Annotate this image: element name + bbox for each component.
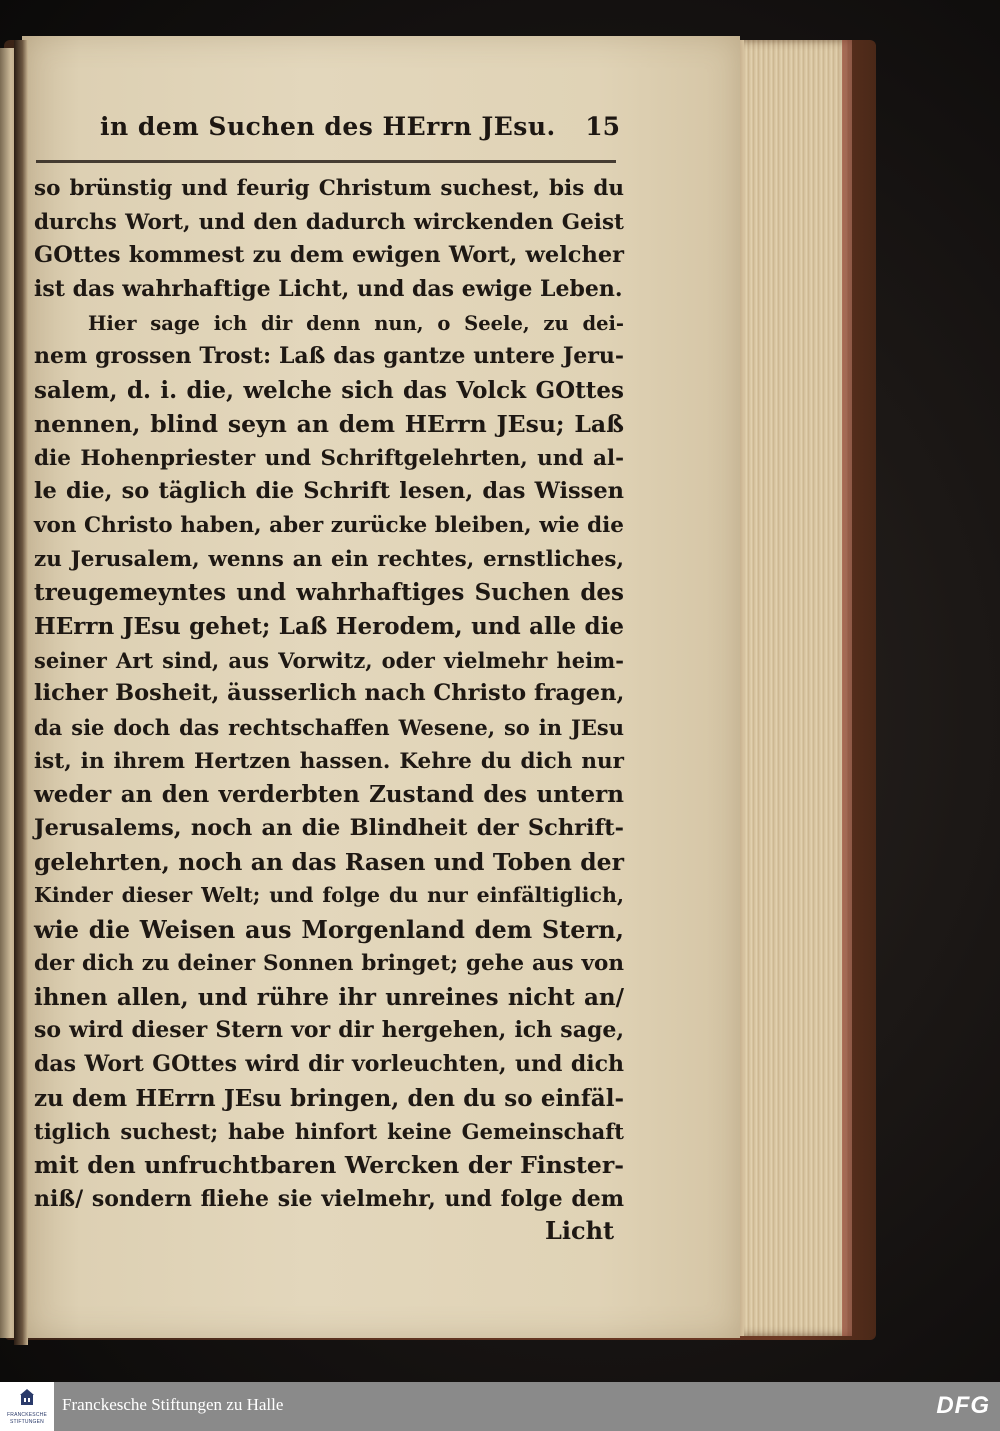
text-line: licher Bosheit, äusserlich nach Christo fragen, (34, 680, 625, 707)
text-line: le die, so täglich die Schrift lesen, das Wissen (34, 478, 624, 505)
text-line: der dich zu deiner Sonnen bringet; gehe aus von (34, 950, 624, 976)
text-line: das Wort GOttes wird dir vorleuchten, und dich (34, 1050, 624, 1077)
text-line: GOttes kommest zu dem ewigen Wort, welcher (34, 242, 624, 269)
text-line: Jerusalems, noch an die Blindheit der Schrift- (34, 815, 624, 842)
text-line: ist, in ihrem Hertzen hassen. Kehre du dich nur (34, 748, 624, 774)
logo-text-line1: FRANCKESCHE (7, 1412, 47, 1418)
text-line: seiner Art sind, aus Vorwitz, oder vielmehr heim- (34, 647, 624, 673)
text-line: ihnen allen, und rühre ihr unreines nicht an/ (34, 983, 624, 1011)
text-line: ist das wahrhaftige Licht, und das ewige Leben. (34, 276, 623, 303)
logo-text-line2: STIFTUNGEN (10, 1419, 44, 1425)
text-line: mit den unfruchtbaren Wercken der Finster- (34, 1150, 624, 1179)
text-line: nennen, blind seyn an dem HErrn JEsu; Laß (34, 409, 624, 438)
text-line: so brünstig und feurig Christum suchest, bis du (34, 176, 624, 201)
text-line: niß/ sondern fliehe sie vielmehr, und folge dem (34, 1185, 624, 1212)
institution-name[interactable]: Franckesche Stiftungen zu Halle (62, 1395, 284, 1414)
text-line: nem grossen Trost: Laß das gantze untere Jeru- (34, 343, 624, 370)
institution-logo[interactable] (0, 1382, 54, 1431)
dfg-logo[interactable]: DFG (936, 1392, 990, 1419)
text-line: Hier sage ich dir denn nun, o Seele, zu dei- (88, 311, 624, 335)
book-gutter (14, 40, 28, 1345)
text-line: wie die Weisen aus Morgenland dem Stern, (34, 915, 624, 945)
text-line: durchs Wort, und den dadurch wirckenden Geist (34, 209, 624, 235)
catchword: Licht (545, 1216, 615, 1245)
text-line: HErrn JEsu gehet; Laß Herodem, und alle die (34, 612, 624, 640)
page-number: 15 (585, 112, 620, 141)
running-head (38, 112, 628, 150)
text-line: treugemeyntes und wahrhaftiges Suchen des (34, 579, 624, 607)
page-edges (730, 40, 852, 1336)
text-line: Kinder dieser Welt; und folge du nur einfältiglich, (34, 883, 624, 908)
body-text (34, 172, 624, 1216)
text-line: zu Jerusalem, wenns an ein rechtes, ernstliches, (34, 546, 624, 572)
text-line: da sie doch das rechtschaffen Wesene, so in JEsu (34, 715, 624, 740)
text-line: tiglich suchest; habe hinfort keine Gemeinschaft (34, 1119, 624, 1145)
running-head-title: in dem Suchen des HErrn JEsu. (100, 112, 556, 141)
text-line: salem, d. i. die, welche sich das Volck GOttes (34, 377, 624, 405)
text-line: zu dem HErrn JEsu bringen, den du so einfäl- (34, 1084, 624, 1112)
building-icon (19, 1388, 35, 1406)
text-line: die Hohenpriester und Schriftgelehrten, und al- (34, 445, 624, 471)
text-line: von Christo haben, aber zurücke bleiben, wie die (34, 512, 624, 538)
header-rule (36, 160, 616, 163)
text-line: so wird dieser Stern vor dir hergehen, ich sage, (34, 1017, 624, 1044)
footer-bar (0, 1382, 1000, 1431)
text-line: gelehrten, noch an das Rasen und Toben der (34, 847, 624, 876)
text-line: weder an den verderbten Zustand des untern (34, 781, 624, 809)
